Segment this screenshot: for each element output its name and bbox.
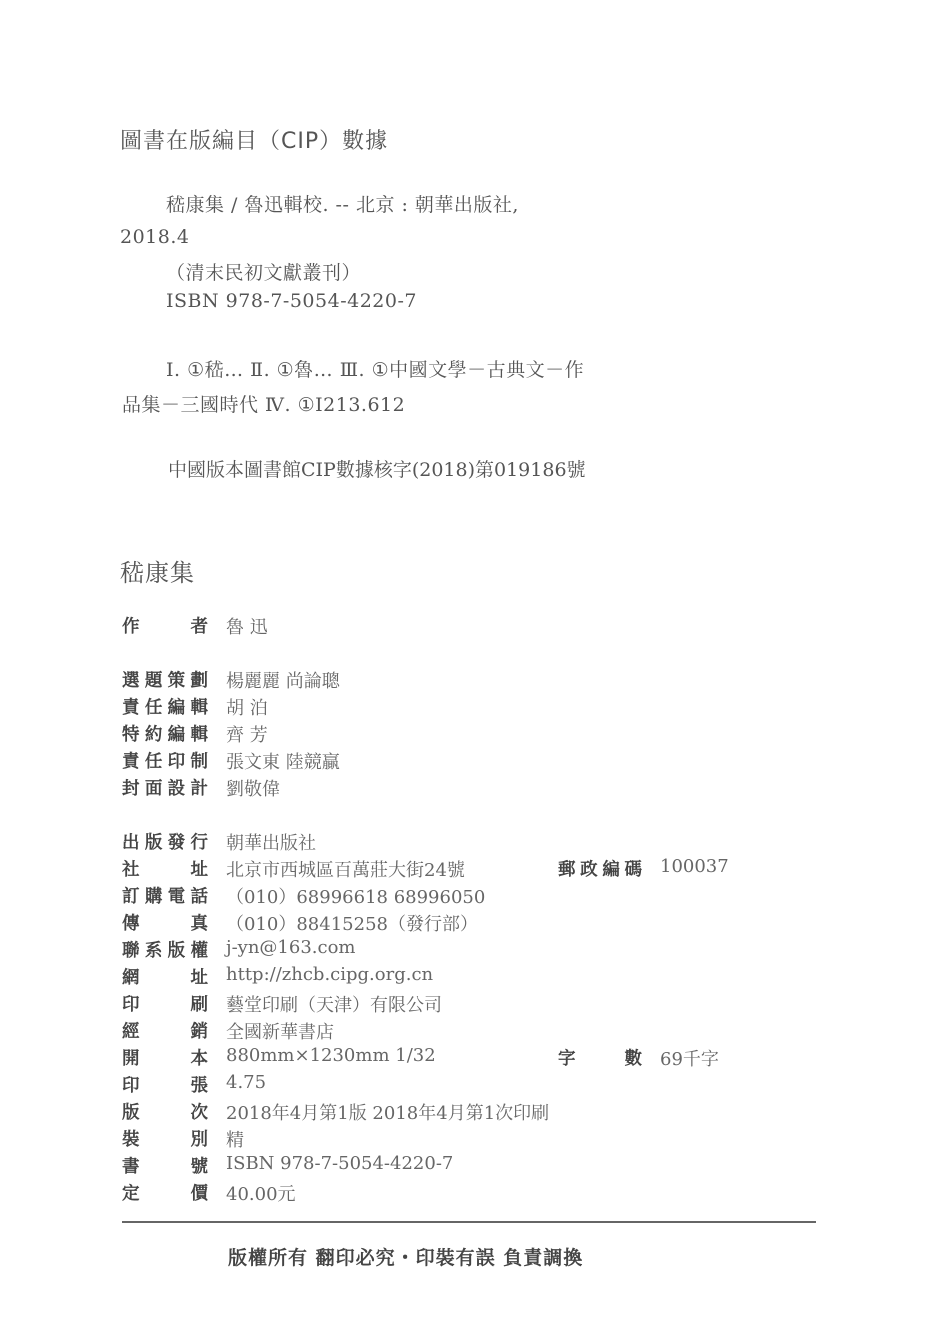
credit-label: 選 題 策 劃 [122,671,208,691]
credit-value: 魯 迅 [226,617,268,638]
info-value: 4.75 [226,1072,267,1093]
info-label: 書 號 [122,1157,208,1177]
info-value: 精 [226,1130,244,1151]
credit-label: 特 約 編 輯 [122,725,208,745]
cip-notice: 中國版本圖書館CIP數據核字(2018)第019186號 [168,459,586,481]
info-value: 藝堂印刷（天津）有限公司 [226,995,442,1016]
info-value: （010）68996618 68996050 [226,887,486,908]
cip-line: 品集－三國時代 Ⅳ. ①I213.612 [122,394,406,416]
credit-value: 楊麗麗 尚論聰 [226,671,340,692]
info-value: 2018年4月第1版 2018年4月第1次印刷 [226,1103,550,1124]
info-label: 版 次 [122,1103,208,1123]
rights-notice: 版權所有 翻印必究・印裝有誤 負責調換 [228,1247,584,1269]
info-label: 傳 真 [122,914,208,934]
info-value: 40.00元 [226,1184,296,1205]
info-value: 100037 [660,856,729,877]
info-value: 69千字 [660,1049,719,1070]
cip-line: 嵇康集 / 魯迅輯校. -- 北京 : 朝華出版社, [166,194,519,216]
info-label: 定 價 [122,1184,208,1204]
info-value: 北京市西城區百萬莊大街24號 [226,860,465,881]
divider-rule [122,1221,816,1223]
info-label: 開 本 [122,1049,208,1069]
info-label: 訂 購 電 話 [122,887,208,907]
info-label: 印 刷 [122,995,208,1015]
cip-line: ISBN 978-7-5054-4220-7 [166,290,417,312]
info-label: 出 版 發 行 [122,833,208,853]
cip-line: 2018.4 [120,226,190,248]
info-label: 網 址 [122,968,208,988]
info-value: ISBN 978-7-5054-4220-7 [226,1153,454,1174]
info-value: （010）88415258（發行部） [226,914,478,935]
credit-value: 齊 芳 [226,725,268,746]
credit-label: 責 任 編 輯 [122,698,208,718]
info-label: 聯 系 版 權 [122,941,208,961]
info-value: http://zhcb.cipg.org.cn [226,964,434,985]
info-label: 裝 別 [122,1130,208,1150]
credit-label: 責 任 印 制 [122,752,208,772]
cip-line: （清末民初文獻叢刊） [166,262,362,284]
info-value: j-yn@163.com [226,937,356,958]
info-label: 社 址 [122,860,208,880]
info-label: 經 銷 [122,1022,208,1042]
info-label: 郵 政 編 碼 [558,860,642,880]
credit-label: 封 面 設 計 [122,779,208,799]
cip-heading: 圖書在版編目（CIP）數據 [120,129,389,154]
info-value: 880mm×1230mm 1/32 [226,1045,436,1066]
info-value: 朝華出版社 [226,833,316,854]
info-label: 印 張 [122,1076,208,1096]
info-value: 全國新華書店 [226,1022,334,1043]
book-title: 嵇康集 [120,559,195,587]
credit-value: 胡 泊 [226,698,268,719]
info-label: 字 數 [558,1049,642,1069]
cip-line: Ⅰ. ①嵇… Ⅱ. ①魯… Ⅲ. ①中國文學－古典文－作 [166,359,585,381]
credit-label: 作 者 [122,617,208,637]
credit-value: 張文東 陸競贏 [226,752,340,773]
credit-value: 劉敬偉 [226,779,280,800]
